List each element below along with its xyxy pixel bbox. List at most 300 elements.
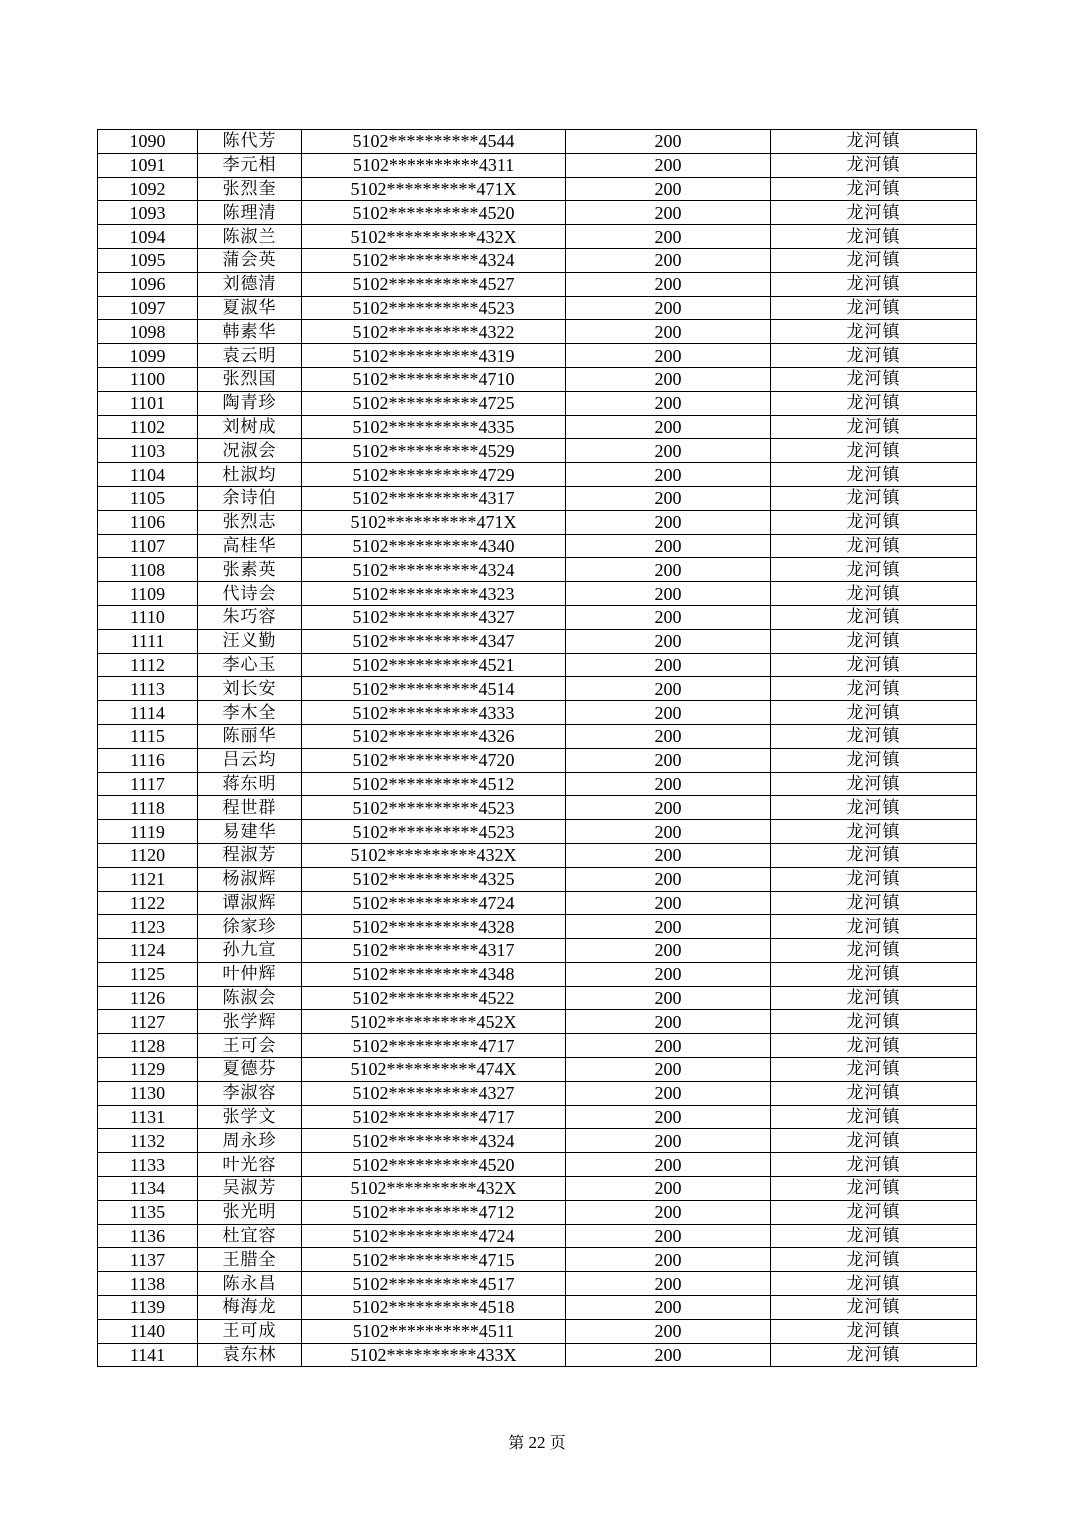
table-row [98, 367, 977, 391]
row-number-cell: 1115 [98, 724, 198, 748]
person-name-cell: 陈丽华 [198, 724, 302, 748]
id-number-cell: 5102**********4322 [302, 320, 566, 344]
person-name-cell: 周永珍 [198, 1129, 302, 1153]
town-cell: 龙河镇 [771, 177, 977, 201]
town-cell: 龙河镇 [771, 820, 977, 844]
row-number-cell: 1100 [98, 367, 198, 391]
town-cell: 龙河镇 [771, 415, 977, 439]
amount-cell: 200 [566, 1010, 771, 1034]
person-name-cell: 梅海龙 [198, 1296, 302, 1320]
person-name-cell: 陶青珍 [198, 391, 302, 415]
table-row [98, 891, 977, 915]
amount-cell: 200 [566, 1177, 771, 1201]
town-cell: 龙河镇 [771, 486, 977, 510]
amount-cell: 200 [566, 748, 771, 772]
table-row [98, 939, 977, 963]
town-cell: 龙河镇 [771, 1224, 977, 1248]
id-number-cell: 5102**********4348 [302, 962, 566, 986]
table-row [98, 1296, 977, 1320]
row-number-cell: 1116 [98, 748, 198, 772]
row-number-cell: 1136 [98, 1224, 198, 1248]
person-name-cell: 王可会 [198, 1034, 302, 1058]
id-number-cell: 5102**********4529 [302, 439, 566, 463]
person-name-cell: 程淑芳 [198, 843, 302, 867]
amount-cell: 200 [566, 796, 771, 820]
amount-cell: 200 [566, 701, 771, 725]
town-cell: 龙河镇 [771, 1248, 977, 1272]
row-number-cell: 1092 [98, 177, 198, 201]
town-cell: 龙河镇 [771, 320, 977, 344]
person-name-cell: 代诗会 [198, 582, 302, 606]
town-cell: 龙河镇 [771, 225, 977, 249]
person-name-cell: 高桂华 [198, 534, 302, 558]
table-row [98, 1224, 977, 1248]
row-number-cell: 1102 [98, 415, 198, 439]
row-number-cell: 1105 [98, 486, 198, 510]
row-number-cell: 1113 [98, 677, 198, 701]
row-number-cell: 1139 [98, 1296, 198, 1320]
table-row [98, 582, 977, 606]
id-number-cell: 5102**********4710 [302, 367, 566, 391]
id-number-cell: 5102**********4725 [302, 391, 566, 415]
id-number-cell: 5102**********4323 [302, 582, 566, 606]
amount-cell: 200 [566, 201, 771, 225]
row-number-cell: 1123 [98, 915, 198, 939]
town-cell: 龙河镇 [771, 939, 977, 963]
id-number-cell: 5102**********4327 [302, 605, 566, 629]
amount-cell: 200 [566, 320, 771, 344]
row-number-cell: 1110 [98, 605, 198, 629]
table-row [98, 605, 977, 629]
person-name-cell: 程世群 [198, 796, 302, 820]
row-number-cell: 1138 [98, 1272, 198, 1296]
row-number-cell: 1091 [98, 153, 198, 177]
town-cell: 龙河镇 [771, 867, 977, 891]
row-number-cell: 1097 [98, 296, 198, 320]
table-row [98, 1200, 977, 1224]
table-row [98, 653, 977, 677]
page-number: 22 [528, 1433, 546, 1452]
person-name-cell: 吕云均 [198, 748, 302, 772]
town-cell: 龙河镇 [771, 1177, 977, 1201]
page-footer [0, 1430, 1074, 1453]
row-number-cell: 1126 [98, 986, 198, 1010]
amount-cell: 200 [566, 534, 771, 558]
id-number-cell: 5102**********4717 [302, 1034, 566, 1058]
id-number-cell: 5102**********432X [302, 843, 566, 867]
person-name-cell: 夏淑华 [198, 296, 302, 320]
table-row [98, 867, 977, 891]
table-row [98, 272, 977, 296]
person-name-cell: 孙九宣 [198, 939, 302, 963]
person-name-cell: 蒲会英 [198, 248, 302, 272]
person-name-cell: 张烈志 [198, 510, 302, 534]
town-cell: 龙河镇 [771, 772, 977, 796]
table-row [98, 463, 977, 487]
town-cell: 龙河镇 [771, 510, 977, 534]
amount-cell: 200 [566, 772, 771, 796]
amount-cell: 200 [566, 558, 771, 582]
table-row [98, 439, 977, 463]
amount-cell: 200 [566, 1058, 771, 1082]
table-row [98, 1153, 977, 1177]
row-number-cell: 1135 [98, 1200, 198, 1224]
row-number-cell: 1140 [98, 1319, 198, 1343]
id-number-cell: 5102**********471X [302, 177, 566, 201]
table-row [98, 1034, 977, 1058]
person-name-cell: 王腊全 [198, 1248, 302, 1272]
table-row [98, 962, 977, 986]
id-number-cell: 5102**********4520 [302, 201, 566, 225]
table-row [98, 701, 977, 725]
table-row [98, 1343, 977, 1367]
id-number-cell: 5102**********4347 [302, 629, 566, 653]
id-number-cell: 5102**********4517 [302, 1272, 566, 1296]
table-row [98, 510, 977, 534]
person-name-cell: 杜淑均 [198, 463, 302, 487]
town-cell: 龙河镇 [771, 248, 977, 272]
id-number-cell: 5102**********4715 [302, 1248, 566, 1272]
id-number-cell: 5102**********4523 [302, 796, 566, 820]
row-number-cell: 1122 [98, 891, 198, 915]
row-number-cell: 1125 [98, 962, 198, 986]
id-number-cell: 5102**********4324 [302, 558, 566, 582]
row-number-cell: 1119 [98, 820, 198, 844]
row-number-cell: 1127 [98, 1010, 198, 1034]
amount-cell: 200 [566, 1224, 771, 1248]
row-number-cell: 1120 [98, 843, 198, 867]
id-number-cell: 5102**********432X [302, 1177, 566, 1201]
table-row [98, 843, 977, 867]
table-row [98, 796, 977, 820]
amount-cell: 200 [566, 225, 771, 249]
roster-table [97, 129, 977, 1367]
person-name-cell: 张光明 [198, 1200, 302, 1224]
table-row [98, 558, 977, 582]
person-name-cell: 陈永昌 [198, 1272, 302, 1296]
id-number-cell: 5102**********4511 [302, 1319, 566, 1343]
page-label-prefix: 第 [508, 1433, 525, 1452]
person-name-cell: 蒋东明 [198, 772, 302, 796]
row-number-cell: 1114 [98, 701, 198, 725]
id-number-cell: 5102**********4724 [302, 891, 566, 915]
id-number-cell: 5102**********4328 [302, 915, 566, 939]
id-number-cell: 5102**********4717 [302, 1105, 566, 1129]
town-cell: 龙河镇 [771, 1343, 977, 1367]
id-number-cell: 5102**********432X [302, 225, 566, 249]
town-cell: 龙河镇 [771, 439, 977, 463]
town-cell: 龙河镇 [771, 130, 977, 154]
person-name-cell: 袁东林 [198, 1343, 302, 1367]
town-cell: 龙河镇 [771, 153, 977, 177]
person-name-cell: 叶光容 [198, 1153, 302, 1177]
id-number-cell: 5102**********4521 [302, 653, 566, 677]
town-cell: 龙河镇 [771, 391, 977, 415]
id-number-cell: 5102**********4324 [302, 248, 566, 272]
town-cell: 龙河镇 [771, 629, 977, 653]
town-cell: 龙河镇 [771, 463, 977, 487]
amount-cell: 200 [566, 153, 771, 177]
id-number-cell: 5102**********452X [302, 1010, 566, 1034]
person-name-cell: 张学辉 [198, 1010, 302, 1034]
id-number-cell: 5102**********4712 [302, 1200, 566, 1224]
amount-cell: 200 [566, 891, 771, 915]
row-number-cell: 1129 [98, 1058, 198, 1082]
person-name-cell: 刘长安 [198, 677, 302, 701]
amount-cell: 200 [566, 1105, 771, 1129]
town-cell: 龙河镇 [771, 296, 977, 320]
town-cell: 龙河镇 [771, 1058, 977, 1082]
amount-cell: 200 [566, 867, 771, 891]
amount-cell: 200 [566, 296, 771, 320]
person-name-cell: 谭淑辉 [198, 891, 302, 915]
table-row [98, 748, 977, 772]
table-row [98, 1129, 977, 1153]
id-number-cell: 5102**********4311 [302, 153, 566, 177]
id-number-cell: 5102**********4340 [302, 534, 566, 558]
row-number-cell: 1095 [98, 248, 198, 272]
table-row [98, 201, 977, 225]
person-name-cell: 陈理清 [198, 201, 302, 225]
table-row [98, 629, 977, 653]
id-number-cell: 5102**********471X [302, 510, 566, 534]
amount-cell: 200 [566, 1200, 771, 1224]
amount-cell: 200 [566, 272, 771, 296]
amount-cell: 200 [566, 177, 771, 201]
town-cell: 龙河镇 [771, 1081, 977, 1105]
town-cell: 龙河镇 [771, 1319, 977, 1343]
town-cell: 龙河镇 [771, 344, 977, 368]
person-name-cell: 杜宜容 [198, 1224, 302, 1248]
person-name-cell: 李淑容 [198, 1081, 302, 1105]
table-row [98, 344, 977, 368]
table-row [98, 391, 977, 415]
person-name-cell: 李木全 [198, 701, 302, 725]
id-number-cell: 5102**********4327 [302, 1081, 566, 1105]
row-number-cell: 1118 [98, 796, 198, 820]
page-label-suffix: 页 [549, 1433, 566, 1452]
row-number-cell: 1128 [98, 1034, 198, 1058]
id-number-cell: 5102**********4333 [302, 701, 566, 725]
table-row [98, 296, 977, 320]
id-number-cell: 5102**********4523 [302, 820, 566, 844]
row-number-cell: 1130 [98, 1081, 198, 1105]
town-cell: 龙河镇 [771, 677, 977, 701]
amount-cell: 200 [566, 1081, 771, 1105]
id-number-cell: 5102**********4317 [302, 939, 566, 963]
town-cell: 龙河镇 [771, 701, 977, 725]
table-row [98, 772, 977, 796]
amount-cell: 200 [566, 1319, 771, 1343]
table-row [98, 248, 977, 272]
row-number-cell: 1131 [98, 1105, 198, 1129]
amount-cell: 200 [566, 1343, 771, 1367]
id-number-cell: 5102**********474X [302, 1058, 566, 1082]
amount-cell: 200 [566, 1034, 771, 1058]
town-cell: 龙河镇 [771, 272, 977, 296]
row-number-cell: 1104 [98, 463, 198, 487]
row-number-cell: 1109 [98, 582, 198, 606]
amount-cell: 200 [566, 962, 771, 986]
id-number-cell: 5102**********4514 [302, 677, 566, 701]
id-number-cell: 5102**********4518 [302, 1296, 566, 1320]
row-number-cell: 1103 [98, 439, 198, 463]
town-cell: 龙河镇 [771, 1105, 977, 1129]
id-number-cell: 5102**********4324 [302, 1129, 566, 1153]
amount-cell: 200 [566, 724, 771, 748]
town-cell: 龙河镇 [771, 534, 977, 558]
table-row [98, 1177, 977, 1201]
row-number-cell: 1121 [98, 867, 198, 891]
town-cell: 龙河镇 [771, 653, 977, 677]
id-number-cell: 5102**********4523 [302, 296, 566, 320]
person-name-cell: 陈淑会 [198, 986, 302, 1010]
row-number-cell: 1141 [98, 1343, 198, 1367]
person-name-cell: 况淑会 [198, 439, 302, 463]
town-cell: 龙河镇 [771, 558, 977, 582]
table-row [98, 486, 977, 510]
row-number-cell: 1101 [98, 391, 198, 415]
amount-cell: 200 [566, 1248, 771, 1272]
id-number-cell: 5102**********4335 [302, 415, 566, 439]
table-row [98, 225, 977, 249]
town-cell: 龙河镇 [771, 367, 977, 391]
town-cell: 龙河镇 [771, 605, 977, 629]
person-name-cell: 朱巧容 [198, 605, 302, 629]
town-cell: 龙河镇 [771, 843, 977, 867]
amount-cell: 200 [566, 653, 771, 677]
person-name-cell: 李心玉 [198, 653, 302, 677]
amount-cell: 200 [566, 391, 771, 415]
id-number-cell: 5102**********4317 [302, 486, 566, 510]
town-cell: 龙河镇 [771, 962, 977, 986]
town-cell: 龙河镇 [771, 1272, 977, 1296]
person-name-cell: 张素英 [198, 558, 302, 582]
table-row [98, 986, 977, 1010]
id-number-cell: 5102**********4527 [302, 272, 566, 296]
table-row [98, 415, 977, 439]
table-row [98, 1010, 977, 1034]
table-row [98, 1058, 977, 1082]
row-number-cell: 1137 [98, 1248, 198, 1272]
amount-cell: 200 [566, 130, 771, 154]
amount-cell: 200 [566, 1272, 771, 1296]
amount-cell: 200 [566, 463, 771, 487]
table-row [98, 915, 977, 939]
amount-cell: 200 [566, 986, 771, 1010]
person-name-cell: 易建华 [198, 820, 302, 844]
row-number-cell: 1098 [98, 320, 198, 344]
table-row [98, 724, 977, 748]
amount-cell: 200 [566, 1153, 771, 1177]
town-cell: 龙河镇 [771, 724, 977, 748]
amount-cell: 200 [566, 510, 771, 534]
person-name-cell: 吴淑芳 [198, 1177, 302, 1201]
person-name-cell: 王可成 [198, 1319, 302, 1343]
amount-cell: 200 [566, 486, 771, 510]
id-number-cell: 5102**********4724 [302, 1224, 566, 1248]
person-name-cell: 袁云明 [198, 344, 302, 368]
person-name-cell: 叶仲辉 [198, 962, 302, 986]
amount-cell: 200 [566, 939, 771, 963]
id-number-cell: 5102**********4319 [302, 344, 566, 368]
town-cell: 龙河镇 [771, 1296, 977, 1320]
town-cell: 龙河镇 [771, 1034, 977, 1058]
id-number-cell: 5102**********4720 [302, 748, 566, 772]
person-name-cell: 张学文 [198, 1105, 302, 1129]
row-number-cell: 1106 [98, 510, 198, 534]
amount-cell: 200 [566, 605, 771, 629]
table-row [98, 677, 977, 701]
amount-cell: 200 [566, 582, 771, 606]
town-cell: 龙河镇 [771, 1010, 977, 1034]
person-name-cell: 陈代芳 [198, 130, 302, 154]
town-cell: 龙河镇 [771, 796, 977, 820]
table-row [98, 1272, 977, 1296]
town-cell: 龙河镇 [771, 915, 977, 939]
amount-cell: 200 [566, 1129, 771, 1153]
row-number-cell: 1111 [98, 629, 198, 653]
table-row [98, 820, 977, 844]
town-cell: 龙河镇 [771, 582, 977, 606]
id-number-cell: 5102**********4512 [302, 772, 566, 796]
row-number-cell: 1093 [98, 201, 198, 225]
table-row [98, 153, 977, 177]
id-number-cell: 5102**********4326 [302, 724, 566, 748]
id-number-cell: 5102**********433X [302, 1343, 566, 1367]
row-number-cell: 1117 [98, 772, 198, 796]
id-number-cell: 5102**********4325 [302, 867, 566, 891]
amount-cell: 200 [566, 843, 771, 867]
table-row [98, 1081, 977, 1105]
town-cell: 龙河镇 [771, 1129, 977, 1153]
id-number-cell: 5102**********4520 [302, 1153, 566, 1177]
amount-cell: 200 [566, 415, 771, 439]
table-row [98, 534, 977, 558]
person-name-cell: 陈淑兰 [198, 225, 302, 249]
row-number-cell: 1112 [98, 653, 198, 677]
town-cell: 龙河镇 [771, 891, 977, 915]
row-number-cell: 1090 [98, 130, 198, 154]
table-row [98, 320, 977, 344]
amount-cell: 200 [566, 248, 771, 272]
amount-cell: 200 [566, 439, 771, 463]
table-row [98, 1248, 977, 1272]
person-name-cell: 韩素华 [198, 320, 302, 344]
row-number-cell: 1096 [98, 272, 198, 296]
person-name-cell: 汪义勤 [198, 629, 302, 653]
town-cell: 龙河镇 [771, 748, 977, 772]
row-number-cell: 1108 [98, 558, 198, 582]
table-row [98, 177, 977, 201]
person-name-cell: 杨淑辉 [198, 867, 302, 891]
row-number-cell: 1099 [98, 344, 198, 368]
id-number-cell: 5102**********4544 [302, 130, 566, 154]
amount-cell: 200 [566, 629, 771, 653]
person-name-cell: 李元相 [198, 153, 302, 177]
person-name-cell: 余诗伯 [198, 486, 302, 510]
id-number-cell: 5102**********4522 [302, 986, 566, 1010]
amount-cell: 200 [566, 1296, 771, 1320]
amount-cell: 200 [566, 344, 771, 368]
person-name-cell: 夏德芬 [198, 1058, 302, 1082]
amount-cell: 200 [566, 677, 771, 701]
row-number-cell: 1133 [98, 1153, 198, 1177]
person-name-cell: 刘德清 [198, 272, 302, 296]
table-row [98, 130, 977, 154]
roster-table-body [98, 130, 977, 1367]
amount-cell: 200 [566, 915, 771, 939]
